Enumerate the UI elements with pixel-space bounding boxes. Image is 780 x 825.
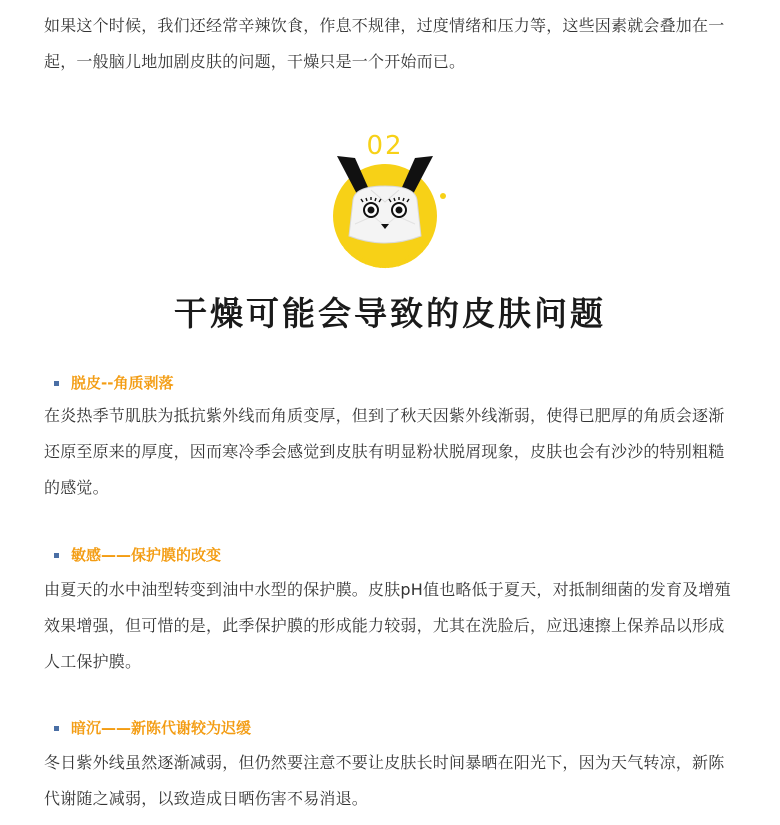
bullet-icon bbox=[54, 381, 59, 386]
item-title-peeling bbox=[54, 371, 173, 395]
item-body-sensitive: 由夏天的水中油型转变到油中水型的保护膜。皮肤pH值也略低于夏天，对抵制细菌的发育及增殖效果增强，但可惜的是，此季保护膜的形成能力较弱，尤其在洗脸后，应迅速擦上保养品以形成人工保护膜。 bbox=[44, 580, 731, 671]
logo-ring-text: ZE MEI BANG KE PU bbox=[336, 237, 434, 272]
logo-number: 02 bbox=[366, 131, 404, 161]
item-title-dull bbox=[54, 716, 251, 740]
item-title-sensitive bbox=[54, 543, 221, 567]
item-title-text: 脱皮--角质剥落 bbox=[71, 374, 174, 392]
bullet-icon bbox=[54, 726, 59, 731]
bullet-icon bbox=[54, 553, 59, 558]
section-heading: 干燥可能会导致的皮肤问题 bbox=[174, 294, 606, 333]
mascot-face-icon bbox=[349, 186, 421, 243]
item-title-text: 暗沉——新陈代谢较为迟缓 bbox=[71, 719, 252, 737]
item-title-text: 敏感——保护膜的改变 bbox=[71, 546, 222, 564]
intro-paragraph: 如果这个时候，我们还经常辛辣饮食，作息不规律，过度情绪和压力等，这些因素就会叠加在一起，一般脑儿地加剧皮肤的问题，干燥只是一个开始而已。 bbox=[44, 16, 725, 71]
item-body-peeling: 在炎热季节肌肤为抵抗紫外线而角质变厚，但到了秋天因紫外线渐弱，使得已肥厚的角质会逐渐还原至原来的厚度，因而寒冷季会感觉到皮肤有明显粉状脱屑现象，皮肤也会有沙沙的特别粗糙的感觉。 bbox=[44, 406, 725, 497]
item-body-dull: 冬日紫外线虽然逐渐减弱，但仍然要注意不要让皮肤长时间暴晒在阳光下，因为天气转凉，新陈代谢随之减弱，以致造成日晒伤害不易消退。 bbox=[44, 753, 725, 808]
mascot-logo bbox=[315, 128, 455, 278]
